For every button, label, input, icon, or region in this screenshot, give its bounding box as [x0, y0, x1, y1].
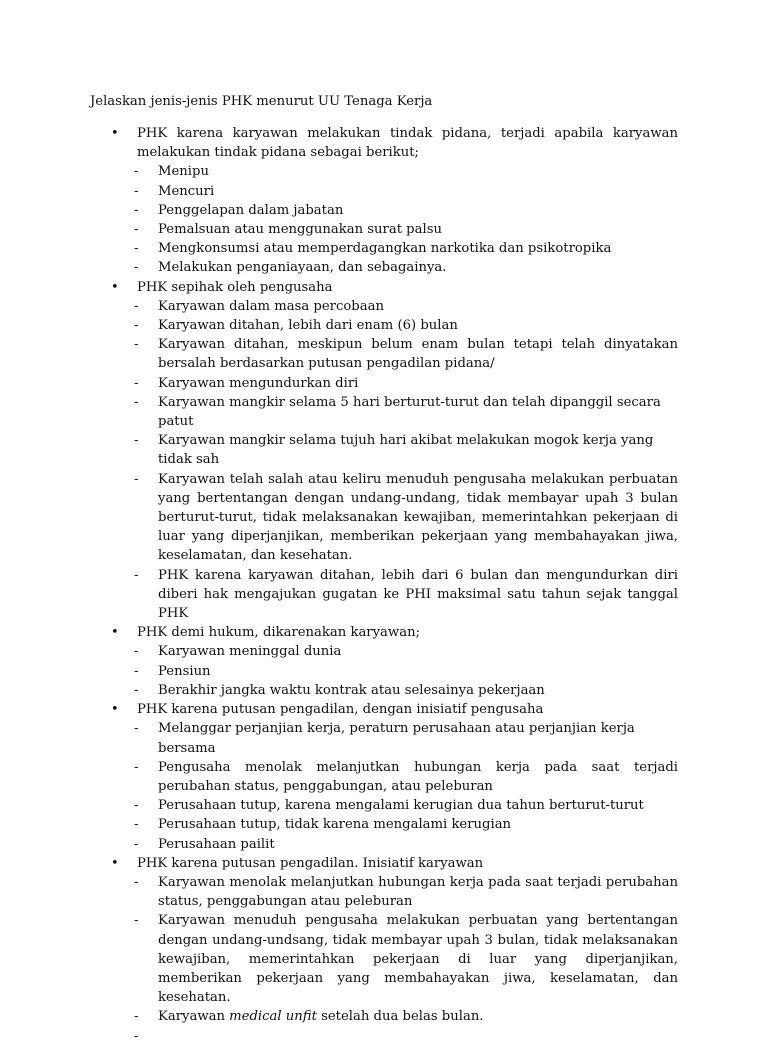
dash-icon: -	[134, 471, 139, 487]
dash-icon: -	[134, 164, 139, 180]
dash-icon: -	[134, 913, 139, 929]
list-item	[134, 239, 678, 258]
section-heading-4	[111, 700, 678, 719]
list-item-text: Karyawan meninggal dunia	[158, 644, 342, 660]
dash-icon: -	[134, 759, 139, 775]
list-item	[134, 431, 678, 469]
list-item	[134, 662, 678, 681]
dash-icon: -	[134, 241, 139, 257]
dash-icon: -	[134, 663, 139, 679]
list-item-text: Karyawan ditahan, meskipun belum enam bulan tetapi telah dinyatakan bersalah berdasarkan putusan pengadilan pidana/	[158, 337, 678, 372]
list-item-text-prefix: Karyawan	[158, 1009, 230, 1025]
list-item-empty	[134, 1027, 678, 1046]
list-item	[134, 335, 678, 373]
list-item-text: Karyawan mangkir selama tujuh hari akibat melakukan mogok kerja yang tidak sah	[158, 433, 654, 468]
section-heading-text: PHK karena putusan pengadilan, dengan inisiatif pengusaha	[137, 702, 544, 718]
bullet-icon: •	[111, 855, 119, 871]
list-item-text: Melakukan penganiayaan, dan sebagainya.	[158, 260, 447, 276]
dash-icon: -	[134, 874, 139, 890]
list-item	[134, 911, 678, 1007]
list-item-text: Karyawan ditahan, lebih dari enam (6) bulan	[158, 318, 458, 334]
dash-icon: -	[134, 337, 139, 353]
list-item	[134, 316, 678, 335]
list-item	[134, 374, 678, 393]
section-heading-2	[111, 278, 678, 297]
section-heading-text: PHK demi hukum, dikarenakan karyawan;	[137, 625, 421, 641]
dash-icon: -	[134, 260, 139, 276]
document-title: Jelaskan jenis-jenis PHK menurut UU Tenaga Kerja	[90, 94, 433, 109]
list-item-text: PHK karena karyawan ditahan, lebih dari 6 bulan dan mengundurkan diri diberi hak mengajukan gugatan ke PHI maksimal satu tahun sejak tanggal PHK	[158, 567, 678, 622]
list-item-text: Mengkonsumsi atau memperdagangkan narkotika dan psikotropika	[158, 241, 612, 257]
list-item	[134, 470, 678, 566]
list-item-text: Karyawan mangkir selama 5 hari berturut-turut dan telah dipanggil secara patut	[158, 394, 661, 430]
list-item	[134, 297, 678, 316]
list-item	[134, 758, 678, 796]
list-item	[134, 719, 678, 757]
section-heading-text: PHK sepihak oleh pengusaha	[137, 279, 333, 295]
dash-icon: -	[134, 817, 139, 833]
section-list	[0, 124, 768, 1046]
list-item-text: Menipu	[158, 164, 209, 180]
list-item-text: Penggelapan dalam jabatan	[158, 202, 344, 218]
list-item-text: Pemalsuan atau menggunakan surat palsu	[158, 222, 442, 238]
section-heading-5	[111, 854, 678, 873]
list-item-text: Pensiun	[158, 663, 211, 679]
dash-icon: -	[134, 682, 139, 698]
section-heading-text: PHK karena karyawan melakukan tindak pidana, terjadi apabila karyawan melakukan tindak pidana sebagai berikut;	[137, 126, 678, 161]
list-item-text: Melanggar perjanjian kerja, peraturn perusahaan atau perjanjian kerja bersama	[158, 721, 635, 756]
list-item-text: Karyawan menolak melanjutkan hubungan kerja pada saat terjadi perubahan status, penggabungan atau peleburan	[158, 874, 678, 910]
list-item-text: Perusahaan tutup, karena mengalami kerugian dua tahun berturut-turut	[158, 798, 644, 814]
bullet-icon: •	[111, 625, 119, 641]
bullet-icon: •	[111, 279, 119, 295]
list-item-text: Mencuri	[158, 183, 215, 199]
section-heading-3	[111, 623, 678, 642]
list-item	[134, 201, 678, 220]
list-item-text: Karyawan mengundurkan diri	[158, 375, 359, 391]
list-item-text: Perusahaan pailit	[158, 836, 275, 852]
dash-icon: -	[134, 721, 139, 737]
list-item	[134, 220, 678, 239]
dash-icon: -	[134, 836, 139, 852]
list-item	[134, 642, 678, 661]
list-item	[134, 393, 678, 431]
list-item	[134, 258, 678, 277]
list-item-text-suffix: setelah dua belas bulan.	[316, 1009, 484, 1025]
list-item	[134, 182, 678, 201]
bullet-icon: •	[111, 702, 119, 718]
dash-icon: -	[134, 318, 139, 334]
list-item	[134, 835, 678, 854]
dash-icon: -	[134, 433, 139, 449]
dash-icon: -	[134, 222, 139, 238]
list-item-text-italic: medical unfit	[229, 1009, 317, 1025]
dash-icon: -	[134, 298, 139, 314]
list-item-text: Pengusaha menolak melanjutkan hubungan kerja pada saat terjadi perubahan status, penggabungan, atau peleburan	[158, 759, 678, 794]
dash-icon: -	[134, 567, 139, 583]
list-item	[134, 796, 678, 815]
dash-icon: -	[134, 394, 139, 410]
section-heading-1	[111, 124, 678, 162]
list-item-text: Berakhir jangka waktu kontrak atau selesainya pekerjaan	[158, 682, 545, 698]
list-item	[134, 566, 678, 624]
dash-icon: -	[134, 1009, 139, 1025]
dash-icon: -	[134, 1028, 139, 1044]
list-item-text: Perusahaan tutup, tidak karena mengalami kerugian	[158, 817, 512, 833]
dash-icon: -	[134, 644, 139, 660]
section-heading-text: PHK karena putusan pengadilan. Inisiatif karyawan	[137, 855, 484, 871]
bullet-icon: •	[111, 126, 119, 141]
list-item	[134, 162, 678, 181]
dash-icon: -	[134, 375, 139, 391]
list-item-text: Karyawan telah salah atau keliru menuduh pengusaha melakukan perbuatan yang bertentangan dengan undang-undang, tidak membayar upah 3 bulan berturut-turut, tidak melaksanakan kewajiban, memerintahkan pekerjaan di luar yang diperjanjikan, memberikan pekerjaan yang membahayakan jiwa, keselamatan, dan kesehatan.	[158, 471, 678, 564]
list-item	[134, 873, 678, 911]
list-item	[134, 815, 678, 834]
dash-icon: -	[134, 202, 139, 218]
list-item-text: Karyawan menuduh pengusaha melakukan perbuatan yang bertentangan dengan undang-undsang, tidak membayar upah 3 bulan, tidak melaksanakan kewajiban, memerintahkan pekerjaan di luar yang diperjanjikan, memberikan pekerjaan yang membahayakan jiwa, keselamatan, dan kesehatan.	[158, 913, 678, 1006]
dash-icon: -	[134, 798, 139, 814]
list-item-text: Karyawan dalam masa percobaan	[158, 298, 384, 314]
dash-icon: -	[134, 183, 139, 199]
list-item	[134, 681, 678, 700]
